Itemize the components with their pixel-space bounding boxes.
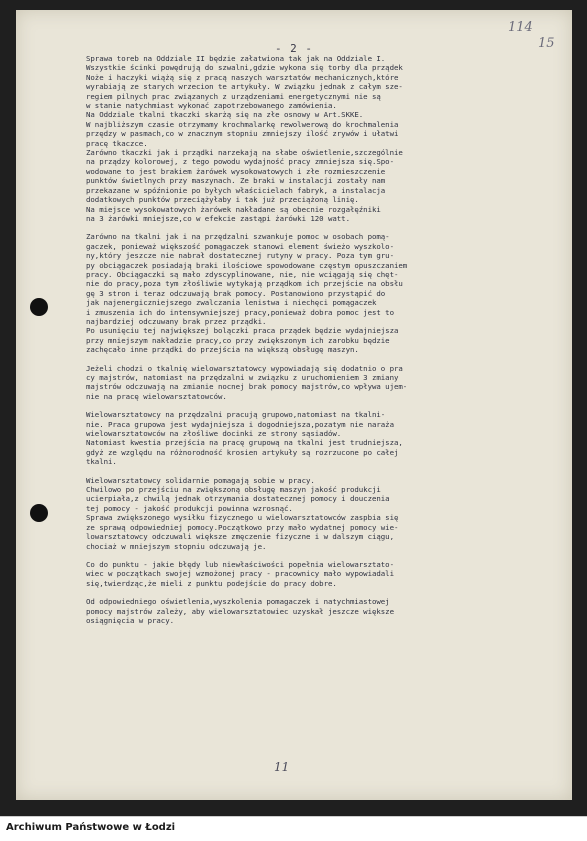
text-line: Na miejsce wysokowatowych żarówek nakładane są obecnie rozgałęźniki bbox=[86, 204, 381, 214]
typewritten-body bbox=[86, 54, 556, 634]
text-line: lowarsztatowcy odczuwali większe zmęczenie fizyczne i w dalszym ciągu, bbox=[86, 532, 394, 542]
text-line: Wielowarsztatowcy solidarnie pomagają sobie w pracy. bbox=[86, 475, 315, 485]
text-line: osiągnięcia w pracy. bbox=[86, 615, 174, 625]
text-line: chociaż w mniejszym stopniu odczuwają je. bbox=[86, 541, 267, 551]
text-line: wielowarsztatowców na złośliwe docinki ze strony sąsiadów. bbox=[86, 429, 342, 439]
text-line: Od odpowiedniego oświetlenia,wyszkolenia pomagaczek i natychmiastowej bbox=[86, 597, 390, 607]
text-line: gdyż ze względu na różnorodność krosien artykuły są rozrzucone po całej bbox=[86, 447, 399, 457]
document-page bbox=[16, 10, 572, 800]
text-line: wyrabiają ze starych wrzecion te artykuły. W związku jednak z całym sze- bbox=[86, 82, 403, 92]
text-line: regiem pilnych prac związanych z urządzeniami energetycznymi nie są bbox=[86, 91, 381, 101]
text-line: Co do punktu - jakie błędy lub niewłaściwości popełnia wielowarsztato- bbox=[86, 559, 394, 569]
paragraph bbox=[86, 54, 556, 223]
text-line: ucierpiała,z chwilą jednak otrzymania dostatecznej pomocy i douczenia bbox=[86, 494, 390, 504]
paragraph bbox=[86, 476, 556, 551]
handwritten-corner-number: 15 bbox=[538, 36, 555, 51]
text-line: cy majstrów, natomiast na przędzalni w związku z uruchomieniem 3 zmiany bbox=[86, 373, 399, 382]
text-line: tej pomocy - jakość produkcji powinna wzrosnąć. bbox=[86, 503, 293, 513]
text-line: przędzy w pasmach,co w znacznym stopniu zmniejszy ilość zrywów i ułatwi bbox=[86, 129, 399, 139]
archive-label: Archiwum Państwowe w Łodzi bbox=[6, 822, 176, 833]
text-line: Chwilowo po przejściu na zwiększoną obsługę maszyn jakość produkcji bbox=[86, 485, 381, 495]
text-line: Noże i haczyki wiążą się z pracą naszych warsztatów mechanicznych,które bbox=[86, 72, 399, 82]
text-line: na 3 żarówki mniejsze,co w efekcie zastąpi żarówki 120 watt. bbox=[86, 213, 350, 223]
text-line: Natomiast kwestia przejścia na pracę grupową na tkalni jest trudniejsza, bbox=[86, 438, 403, 448]
text-line: jak najenergiczniejszego zwalczania lenistwa i niechęci pomągaczek bbox=[86, 298, 377, 308]
paragraph bbox=[86, 364, 556, 402]
paragraph bbox=[86, 410, 556, 466]
text-line: pomocy majstrów zależy, aby wielowarsztatowiec uzyskał jeszcze większe bbox=[86, 606, 394, 616]
text-line: przekazane w spóźnionie po byłych właścicielach fabryk, a instalacja bbox=[86, 185, 386, 195]
text-line: i zmuszenia ich do intensywniejszej pracy,ponieważ dobra pomoc jest to bbox=[86, 307, 394, 317]
text-line: punktów świetlnych przy maszynach. Ze braki w instalacji zostały nam bbox=[86, 176, 386, 186]
text-line: gaczek, ponieważ większość pomągaczek stanowi element świeżo wyszkolo- bbox=[86, 241, 394, 251]
text-line: W najbliższym czasie otrzymamy krochmalarkę rewolwerową do krochmalenia bbox=[86, 119, 399, 129]
text-line: majstrów odczuwają na zmianie nocnej brak pomocy majstrów,co wpływa ujem- bbox=[86, 382, 408, 392]
page-number: - 2 - bbox=[274, 42, 314, 55]
text-line: Zarówno na tkalni jak i na przędzalni szwankuje pomoc w osobach pomą- bbox=[86, 232, 390, 242]
handwritten-mark: 11 bbox=[274, 760, 290, 774]
text-line: Na Oddziale tkalni tkaczki skarżą się na złe osnowy w Art.SKKE. bbox=[86, 110, 364, 120]
punch-hole bbox=[30, 298, 48, 316]
text-line: nie do pracy,poza tym złośliwie wytykają prządkom ich przejście na obsłu bbox=[86, 279, 403, 289]
text-line: Jeżeli chodzi o tkalnię wielowarsztatowcy wypowiadają się dodatnio o pra bbox=[86, 363, 403, 373]
text-line: Zarówno tkaczki jak i prządki narzekają na słabe oświetlenie,szczególnie bbox=[86, 148, 403, 158]
text-line: wodowane to jest brakiem żarówek wysokowatowych i złe rozmieszczenie bbox=[86, 166, 386, 176]
text-line: Sprawa toreb na Oddziale II będzie załatwiona tak jak na Oddziale I. bbox=[86, 54, 386, 63]
text-line: nie. Praca grupowa jest wydajniejsza i dogodniejsza,pozatym nie naraża bbox=[86, 419, 394, 429]
text-line: dodatkowych punktów przeciążyłaby i tak już przeciążoną linię. bbox=[86, 195, 359, 205]
text-line: Wielowarsztatowcy na przędzalni pracują grupowo,natomiast na tkalni- bbox=[86, 410, 386, 420]
text-line: Po usunięciu tej największej bolączki praca prządek będzie wydajniejsza bbox=[86, 326, 399, 336]
paragraph bbox=[86, 560, 556, 588]
text-line: ze sprawą odpowiedniej pomocy.Początkowo przy mało wydatnej pomocy wie- bbox=[86, 522, 399, 532]
text-line: ny,który jeszcze nie nabrał dostatecznej rutyny w pracy. Poza tym gru- bbox=[86, 251, 394, 261]
text-line: Sprawa zwiększonego wysiłku fizycznego u wielowarsztatowców zaspbia się bbox=[86, 513, 399, 523]
text-line: na prządzy kolorowej, z tego powodu wydajność pracy zmniejsza się.Spo- bbox=[86, 157, 394, 167]
text-line: gę 3 stron i teraz odczuwają brak pomocy. Postanowiono przystąpić do bbox=[86, 288, 386, 298]
text-line: py obciągaczek posiadają braki ilościowe spowodowane częstym opuszczaniem bbox=[86, 260, 408, 270]
text-line: wiec w początkach swojej wzmożonej pracy - pracownicy mało wypowiadali bbox=[86, 569, 394, 579]
text-line: pracy. Obciągaczki są mało zdyscyplinowane, nie, nie wciągają się chęt- bbox=[86, 269, 399, 279]
text-line: w stanie natychmiast wykonać zapotrzebowanego zamówienia. bbox=[86, 101, 337, 111]
text-line: pracę tkaczce. bbox=[86, 138, 148, 148]
text-line: zachęcało inne prządki do przejścia na większą obsługę maszyn. bbox=[86, 345, 359, 355]
archive-footer bbox=[0, 816, 587, 841]
text-line: przy mniejszym nakładzie pracy,co przy zwiększonym ich zarobku będzie bbox=[86, 335, 390, 345]
text-line: tkalni. bbox=[86, 457, 117, 467]
punch-hole bbox=[30, 504, 48, 522]
handwritten-folio-number: 114 bbox=[508, 20, 533, 35]
text-line: nie na pracę wielowarsztatowców. bbox=[86, 391, 227, 401]
paragraph bbox=[86, 597, 556, 625]
text-line: Wszystkie ścinki powędrują do szwalni,gdzie wykona się torby dla prządek bbox=[86, 63, 403, 73]
paragraph bbox=[86, 232, 556, 354]
text-line: się,twierdząc,że mieli z punktu podejście do pracy dobre. bbox=[86, 578, 337, 588]
text-line: najbardziej odczuwany brak przez prządki. bbox=[86, 316, 267, 326]
